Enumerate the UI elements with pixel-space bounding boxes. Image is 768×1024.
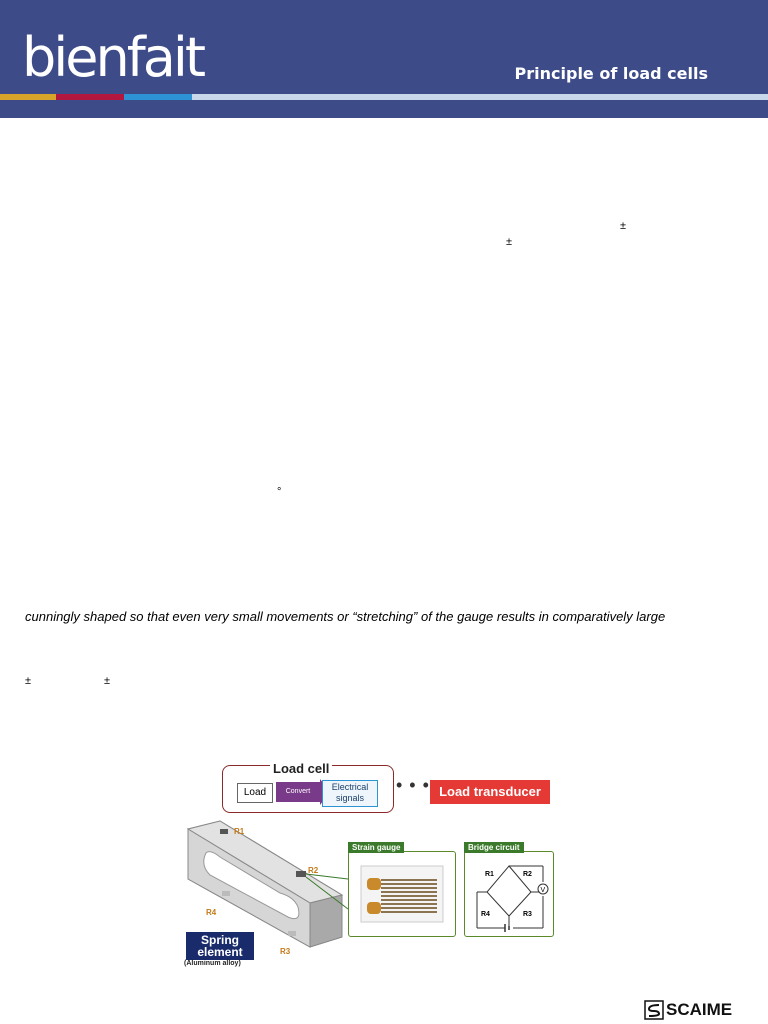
plusminus-symbol: ± [25, 675, 32, 687]
body-text-line: cunningly shaped so that even very small movements or “stretching” of the gauge results in comparatively large [25, 609, 666, 624]
plusminus-symbol: ± [506, 236, 513, 248]
load-transducer-label: Load transducer [430, 780, 550, 804]
spring-element-label [186, 932, 254, 960]
brand-logo: bienfait [22, 26, 204, 89]
strain-gauge-icon [349, 852, 455, 936]
strain-gauge-panel [348, 851, 456, 937]
bridge-r4: R4 [481, 911, 490, 918]
electrical-line2: signals [335, 793, 364, 803]
scaime-brand-text: SCAIME [666, 1000, 733, 1019]
bridge-circuit-panel [464, 851, 554, 937]
ellipsis-dots: • • • [396, 775, 430, 795]
convert-arrow: Convert [276, 782, 320, 802]
scaime-logo [644, 1000, 752, 1020]
bridge-circuit-icon [465, 852, 553, 936]
bridge-circuit-tag: Bridge circuit [464, 842, 524, 853]
bridge-r2: R2 [523, 871, 532, 878]
strain-gauge-tag: Strain gauge [348, 842, 404, 853]
scaime-emblem-icon [644, 1000, 664, 1020]
header-banner [0, 0, 768, 118]
spring-line1: Spring [201, 933, 239, 947]
r4-gauge [222, 891, 230, 896]
color-stripe-light [192, 94, 768, 100]
voltmeter-label: V [540, 887, 546, 894]
spring-line2: element [197, 945, 243, 959]
r4-label: R4 [206, 908, 217, 917]
plusminus-symbol: ± [104, 675, 111, 687]
color-stripe-blue [124, 94, 192, 100]
electrical-line1: Electrical [331, 782, 369, 792]
spring-element-material: (Aluminum alloy) [184, 960, 241, 967]
load-cell-title: Load cell [270, 761, 332, 776]
load-box: Load [237, 783, 273, 803]
color-stripe-gold [0, 94, 56, 100]
r3-gauge [288, 931, 296, 936]
bridge-r1: R1 [485, 871, 494, 878]
r3-label: R3 [280, 947, 291, 956]
bridge-r3: R3 [523, 911, 532, 918]
page-title: Principle of load cells [514, 64, 708, 83]
degree-symbol: ° [277, 486, 282, 498]
r2-gauge [296, 871, 306, 877]
color-stripe-red [56, 94, 124, 100]
plusminus-symbol: ± [620, 220, 627, 232]
r1-gauge [220, 829, 228, 834]
electrical-signals-box [322, 780, 378, 807]
r2-label: R2 [308, 866, 319, 875]
r1-label: R1 [234, 827, 245, 836]
load-cell-diagram [170, 755, 565, 975]
